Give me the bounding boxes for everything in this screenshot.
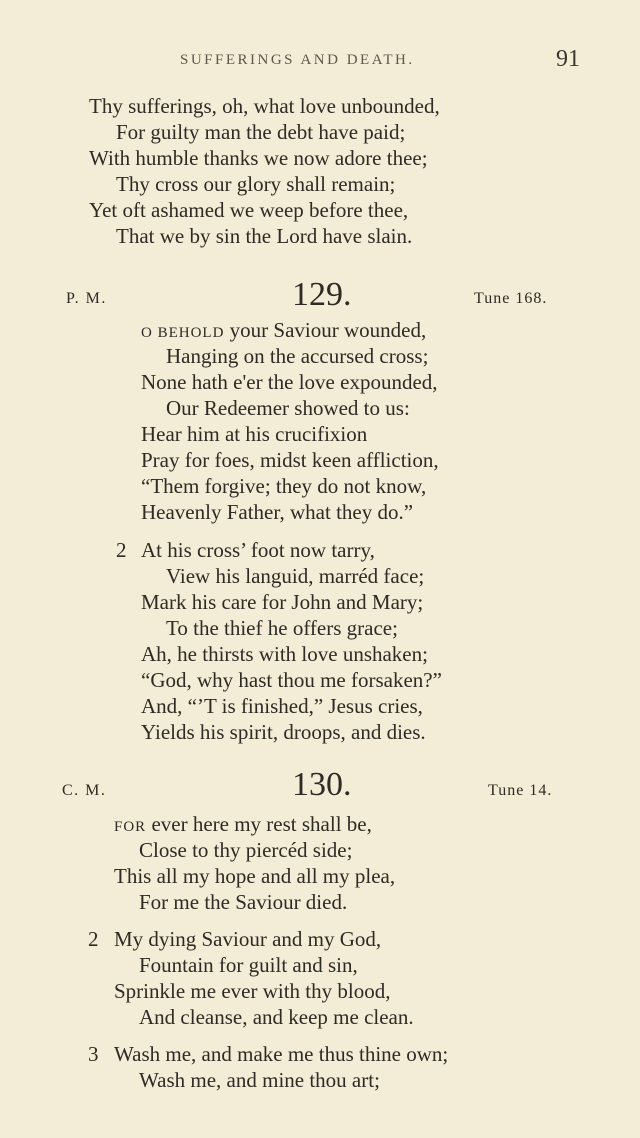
- verse-line: To the thief he offers grace;: [166, 616, 398, 640]
- verse-line: Hanging on the accursed cross;: [166, 344, 429, 368]
- verse-line: Wash me, and mine thou art;: [139, 1068, 380, 1092]
- tune-reference: Tune 168.: [474, 290, 548, 307]
- verse-line: This all my hope and all my plea,: [114, 864, 396, 888]
- stanza-number: 2: [88, 927, 99, 951]
- stanza-number: 3: [88, 1042, 99, 1066]
- meter: C. M.: [62, 782, 107, 799]
- verse-line: Heavenly Father, what they do.”: [141, 500, 414, 524]
- verse-line: Mark his care for John and Mary;: [141, 590, 424, 614]
- verse-line: My dying Saviour and my God,: [114, 927, 382, 951]
- verse-line: And cleanse, and keep me clean.: [139, 1005, 414, 1029]
- verse-line: Yet oft ashamed we weep before thee,: [89, 198, 409, 222]
- verse-line: None hath e'er the love expounded,: [141, 370, 438, 394]
- verse-line: Our Redeemer showed to us:: [166, 396, 410, 420]
- hymn-129-header: [0, 276, 640, 320]
- first-words: O BEHOLD: [141, 325, 225, 341]
- verse-line: “God, why hast thou me forsaken?”: [141, 668, 442, 692]
- verse-line: Yields his spirit, droops, and dies.: [141, 720, 426, 744]
- verse-line: Close to thy piercéd side;: [139, 838, 353, 862]
- first-words: FOR: [114, 819, 147, 835]
- verse-line: Wash me, and make me thus thine own;: [114, 1042, 449, 1066]
- verse-line: View his languid, marréd face;: [166, 564, 425, 588]
- running-title: SUFFERINGS AND DEATH.: [180, 52, 415, 68]
- hymn-number: 130.: [292, 766, 352, 803]
- stanza-number: 2: [116, 538, 127, 562]
- running-head: [0, 46, 640, 76]
- first-line-rest: your Saviour wounded,: [224, 318, 427, 342]
- verse-line: “Them forgive; they do not know,: [141, 474, 427, 498]
- verse-line: That we by sin the Lord have slain.: [116, 224, 413, 248]
- verse-line: At his cross’ foot now tarry,: [141, 538, 375, 562]
- first-line-rest: ever here my rest shall be,: [146, 812, 372, 836]
- verse-line: For me the Saviour died.: [139, 890, 348, 914]
- verse-line: And, “’T is finished,” Jesus cries,: [141, 694, 423, 718]
- verse-line: Ah, he thirsts with love unshaken;: [141, 642, 428, 666]
- verse-line: [114, 811, 372, 840]
- verse-line: With humble thanks we now adore thee;: [89, 146, 428, 170]
- tune-reference: Tune 14.: [488, 782, 553, 799]
- verse-line: Thy cross our glory shall remain;: [116, 172, 396, 196]
- verse-line: For guilty man the debt have paid;: [116, 120, 406, 144]
- verse-line: Pray for foes, midst keen affliction,: [141, 448, 439, 472]
- meter: P. M.: [66, 290, 107, 307]
- verse-line: Thy sufferings, oh, what love unbounded,: [89, 94, 440, 118]
- verse-line: Fountain for guilt and sin,: [139, 953, 358, 977]
- verse-line: Hear him at his crucifixion: [141, 422, 368, 446]
- verse-line: Sprinkle me ever with thy blood,: [114, 979, 391, 1003]
- hymn-number: 129.: [292, 276, 352, 313]
- verse-line: [141, 317, 426, 346]
- hymn-130-header: [0, 766, 640, 810]
- page-number: 91: [556, 46, 580, 72]
